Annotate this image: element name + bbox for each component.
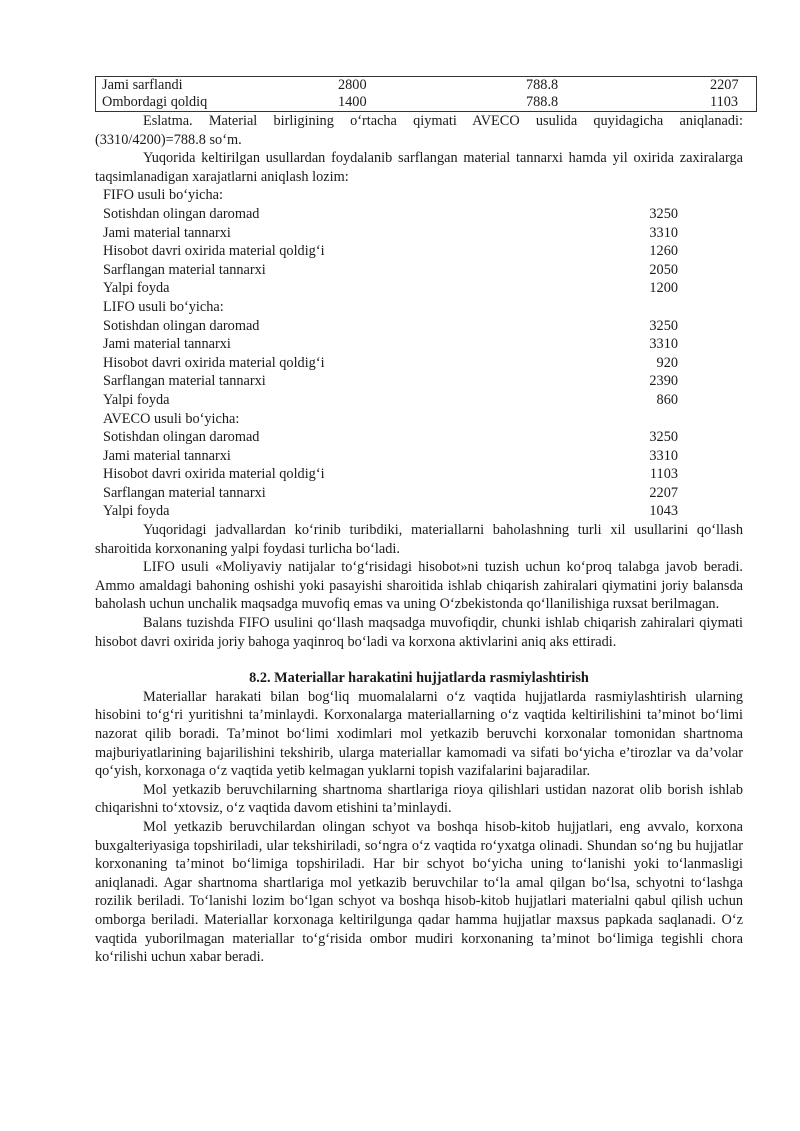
method-fifo <box>103 186 678 298</box>
list-item: Sotishdan olingan daromad 3250 <box>103 429 678 446</box>
section-paragraph: Materiallar harakati bilan bog‘liq muomalalarni o‘z vaqtida hujjatlarda rasmiylashtirish ularning hisobini to‘g‘ri yuritishni ta’minlaydi. Korxonalarga materiallarning o‘z vaqtida keltirilishini ta’minot bo‘limi nazorat qilib boradi. Ta’minot bo‘limi xodimlari mol yetkazib beruvchi korxonalar tomonidan shartnoma majburiyatlarining bajarilishini tekshirib, ularga materiallar kamomadi va sifati bo‘yicha e’tirozlar va da’volar qo‘yish, korxonaga o‘z vaqtida yetib kelmagan yuklarni topish vazifalarini bajaradilar. <box>95 688 743 780</box>
method-title: FIFO usuli bo‘yicha: <box>103 187 223 204</box>
list-item: Sotishdan olingan daromad 3250 <box>103 205 678 222</box>
summary-table <box>95 76 757 112</box>
list-item: Sotishdan olingan daromad 3250 <box>103 317 678 334</box>
table-row: Jami sarflandi 2800 788.8 2207 <box>102 77 739 93</box>
list-item: Jami material tannarxi 3310 <box>103 224 678 241</box>
intro-paragraph: Yuqorida keltirilgan usullardan foydalanib sarflangan material tannarxi hamda yil oxirida zaxiralarga taqsimlanadigan xarajatlarni aniqlash lozim: <box>95 150 743 185</box>
list-item: Yalpi foyda 860 <box>103 391 678 408</box>
list-item: Yalpi foyda 1043 <box>103 503 678 520</box>
list-item: Sarflangan material tannarxi 2207 <box>103 484 678 501</box>
document-page <box>95 76 743 967</box>
section-heading: 8.2. Materiallar harakatini hujjatlarda rasmiylashtirish <box>249 670 589 687</box>
list-item: Hisobot davri oxirida material qoldig‘i 1103 <box>103 466 678 483</box>
list-item: Yalpi foyda 1200 <box>103 280 678 297</box>
note-paragraph: Eslatma. Material birligining o‘rtacha qiymati AVECO usulida quyidagicha aniqlanadi: (3310/4200)=788.8 so‘m. <box>95 113 743 148</box>
list-item: Jami material tannarxi 3310 <box>103 336 678 353</box>
list-item: Sarflangan material tannarxi 2390 <box>103 373 678 390</box>
list-item: Hisobot davri oxirida material qoldig‘i 1260 <box>103 243 678 260</box>
conclusion-paragraph: Yuqoridagi jadvallardan ko‘rinib turibdiki, materiallarni baholashning turli xil usullarini qo‘llash sharoitida korxonaning yalpi foydasi turlicha bo‘ladi. <box>95 522 743 557</box>
method-aveco <box>103 410 678 522</box>
method-lifo <box>103 298 678 410</box>
fifo-paragraph: Balans tuzishda FIFO usulini qo‘llash maqsadga muvofiqdir, chunki ishlab chiqarish zahiralari qiymati hisobot davri oxirida joriy bahoga yaqinroq bo‘ladi va korxona aktivlarini aniq aks ettiradi. <box>95 615 743 650</box>
table-row: Ombordagi qoldiq 1400 788.8 1103 <box>102 94 739 110</box>
list-item: Jami material tannarxi 3310 <box>103 447 678 464</box>
section-paragraph: Mol yetkazib beruvchilardan olingan schyot va boshqa hisob-kitob hujjatlari, eng avvalo, korxona buxgalteriyasiga topshiriladi, ular tekshiriladi, so‘ngra o‘z vaqtida ro‘yxatga olinadi. Shundan so‘ng bu hujjatlar korxonaning ta’minot bo‘limiga topshiriladi. Har bir schyot bo‘yicha uning to‘lanishi yoki to‘lanmasligi aniqlanadi. Agar shartnoma shartlariga mol yetkazib beruvchilar to‘la amal qilgan bo‘lsa, schyotni to‘lashga rozilik beriladi. To‘lanishi lozim bo‘lgan schyot va boshqa hisob-kitob hujjatlari materialni qabul qilish uchun omborga beriladi. Materiallar korxonaga keltirilgunga qadar hamma hujjatlar maxsus papkada saqlanadi. O‘z vaqtida yuborilmagan materiallar to‘g‘risida ombor mudiri korxonaning ta’minot bo‘limiga tegishli chora ko‘rilishi uchun xabar beradi. <box>95 818 743 966</box>
list-item: Sarflangan material tannarxi 2050 <box>103 261 678 278</box>
lifo-paragraph: LIFO usuli «Moliyaviy natijalar to‘g‘risidagi hisobot»ni tuzish uchun ko‘proq talabga javob beradi. Ammo amaldagi bahoning oshishi yoki pasayishi sharoitida ishlab chiqarish zahiralari qiymatini joriy balansda baholash uchun unchalik maqsadga muvofiq emas va uning O‘zbekistonda qo‘llanilishiga ruxsat berilmagan. <box>95 559 743 613</box>
list-item: Hisobot davri oxirida material qoldig‘i 920 <box>103 354 678 371</box>
method-title: LIFO usuli bo‘yicha: <box>103 298 224 315</box>
method-title: AVECO usuli bo‘yicha: <box>103 410 240 427</box>
section-paragraph: Mol yetkazib beruvchilarning shartnoma shartlariga rioya qilishlari ustidan nazorat olib borish ishlab chiqarishni to‘xtovsiz, o‘z vaqtida davom etishini ta’minlaydi. <box>95 781 743 817</box>
